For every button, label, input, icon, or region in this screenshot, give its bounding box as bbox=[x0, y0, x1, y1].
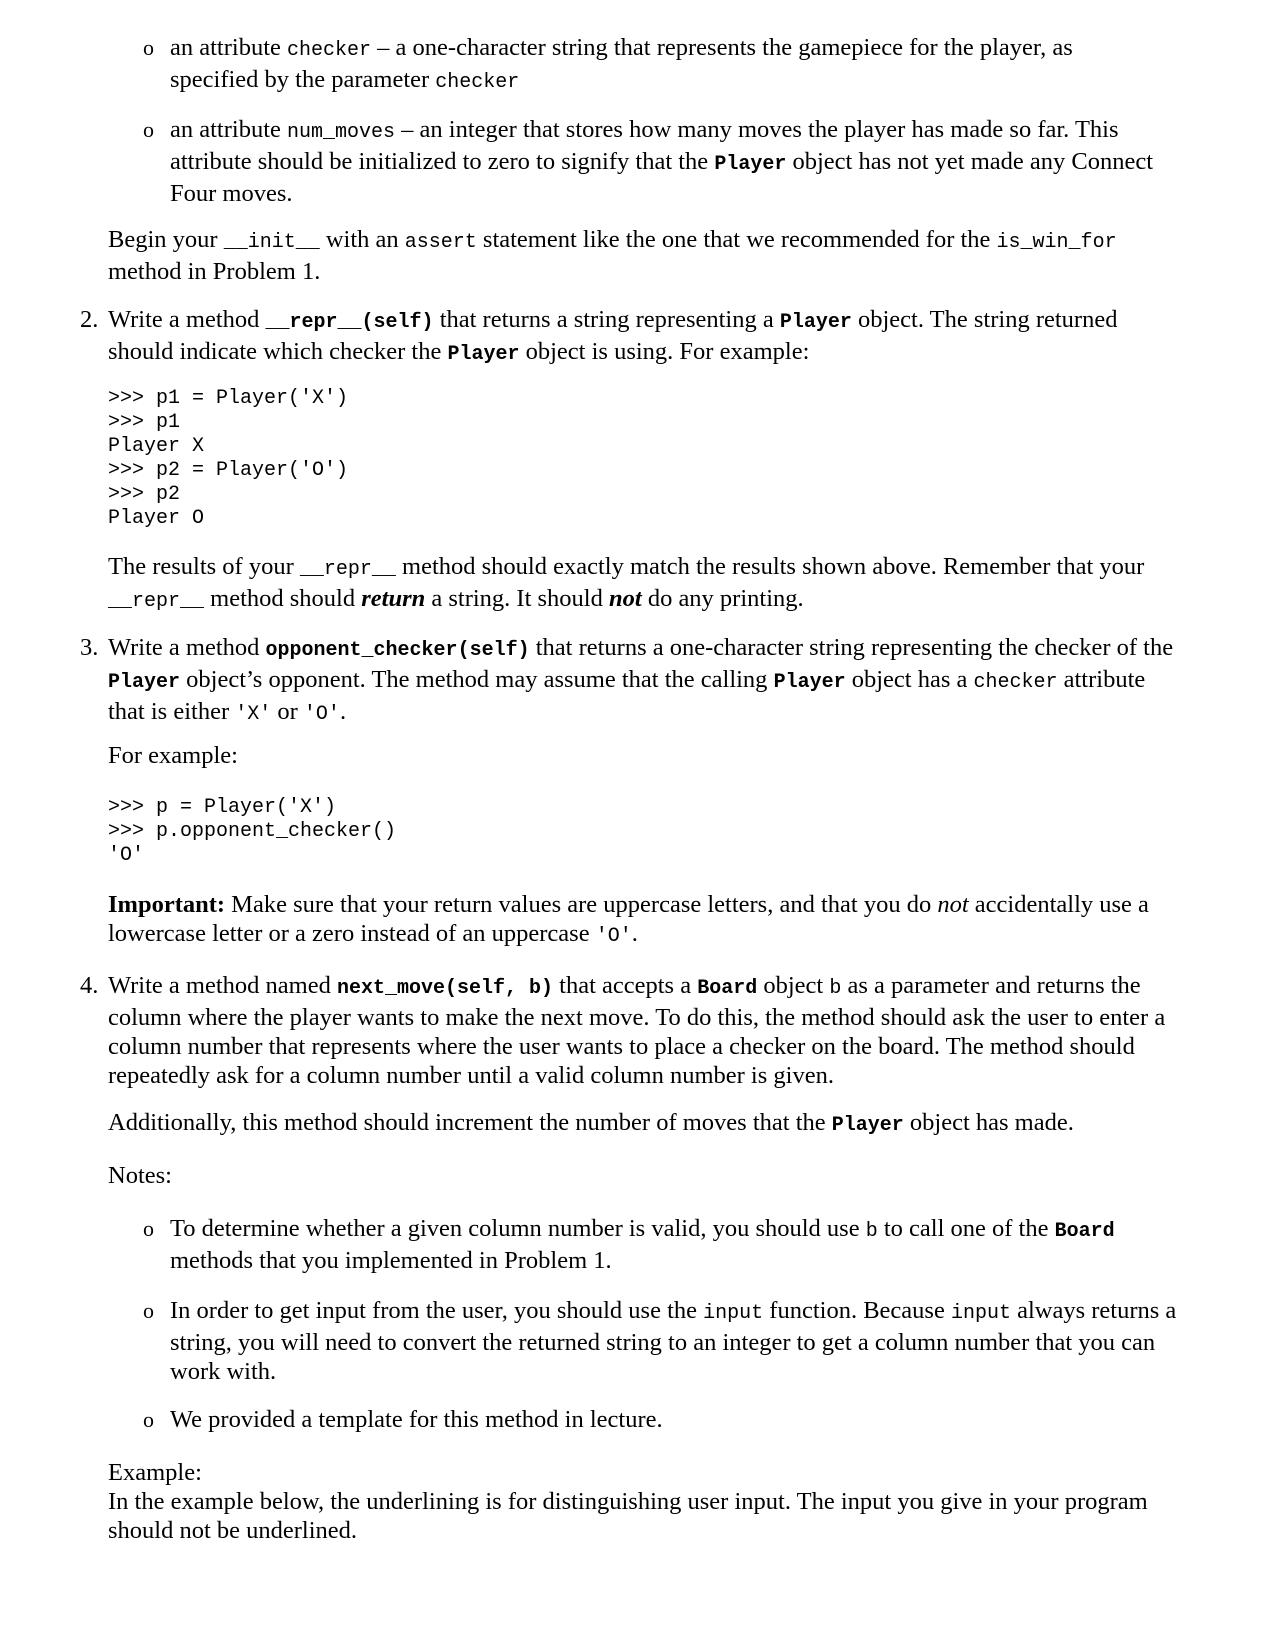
opponent-checker-code-example: >>> p = Player('X') >>> p.opponent_checker() 'O' bbox=[108, 796, 397, 867]
bullet-marker: o bbox=[143, 1216, 154, 1241]
bullet-marker: o bbox=[143, 117, 154, 142]
increment-moves-note: Additionally, this method should increment the number of moves that the Player object has made. bbox=[108, 1109, 1074, 1137]
repr-code-example: >>> p1 = Player('X') >>> p1 Player X >>> p2 = Player('O') >>> p2 Player O bbox=[108, 387, 349, 530]
bullet-marker: o bbox=[143, 1407, 154, 1432]
bullet-checker-attribute: an attribute checker – a one-character string that represents the gamepiece for the player, as specified by the parameter checker bbox=[170, 34, 1073, 94]
opponent-checker-description: Write a method opponent_checker(self) that returns a one-character string representing the checker of the Player object’s opponent. The method may assume that the calling Player object has a checker attribute that is either 'X' or 'O'. bbox=[108, 634, 1174, 726]
bullet-num-moves-attribute: an attribute num_moves – an integer that stores how many moves the player has made so far. This attribute should be initialized to zero to signify that the Player object has not yet made any Connect Four moves. bbox=[170, 116, 1154, 207]
list-number: 4. bbox=[80, 972, 99, 999]
list-number: 2. bbox=[80, 306, 99, 333]
for-example-label: For example: bbox=[108, 742, 238, 769]
list-number: 3. bbox=[80, 634, 99, 661]
init-paragraph: Begin your __init__ with an assert statement like the one that we recommended for the is_win_for method in Problem 1. bbox=[108, 226, 1117, 285]
example-label: Example: bbox=[108, 1459, 202, 1486]
repr-results-note: The results of your __repr__ method should exactly match the results shown above. Remember that your __repr__ method should return a string. It should not do any printing. bbox=[108, 553, 1145, 613]
bullet-marker: o bbox=[143, 1298, 154, 1323]
note-template: We provided a template for this method in lecture. bbox=[170, 1406, 663, 1433]
important-note: Important: Make sure that your return values are uppercase letters, and that you do not accidentally use a lowercase letter or a zero instead of an uppercase 'O'. bbox=[108, 891, 1149, 948]
next-move-description: Write a method named next_move(self, b) that accepts a Board object b as a parameter and returns the column where the player wants to make the next move. To do this, the method should ask the user to enter a column number that represents where the user wants to place a checker on the board. The method should repeatedly ask for a column number until a valid column number is given. bbox=[108, 972, 1166, 1089]
note-valid-column: To determine whether a given column number is valid, you should use b to call one of the Board methods that you implemented in Problem 1. bbox=[170, 1215, 1115, 1274]
example-underline-note: In the example below, the underlining is for distinguishing user input. The input you give in your program should not be underlined. bbox=[108, 1488, 1148, 1544]
notes-label: Notes: bbox=[108, 1162, 172, 1189]
note-input-function: In order to get input from the user, you should use the input function. Because input always returns a string, you will need to convert the returned string to an integer to get a column number that you can work with. bbox=[170, 1297, 1177, 1385]
bullet-marker: o bbox=[143, 35, 154, 60]
repr-method-description: Write a method __repr__(self) that returns a string representing a Player object. The string returned should indicate which checker the Player object is using. For example: bbox=[108, 306, 1118, 366]
